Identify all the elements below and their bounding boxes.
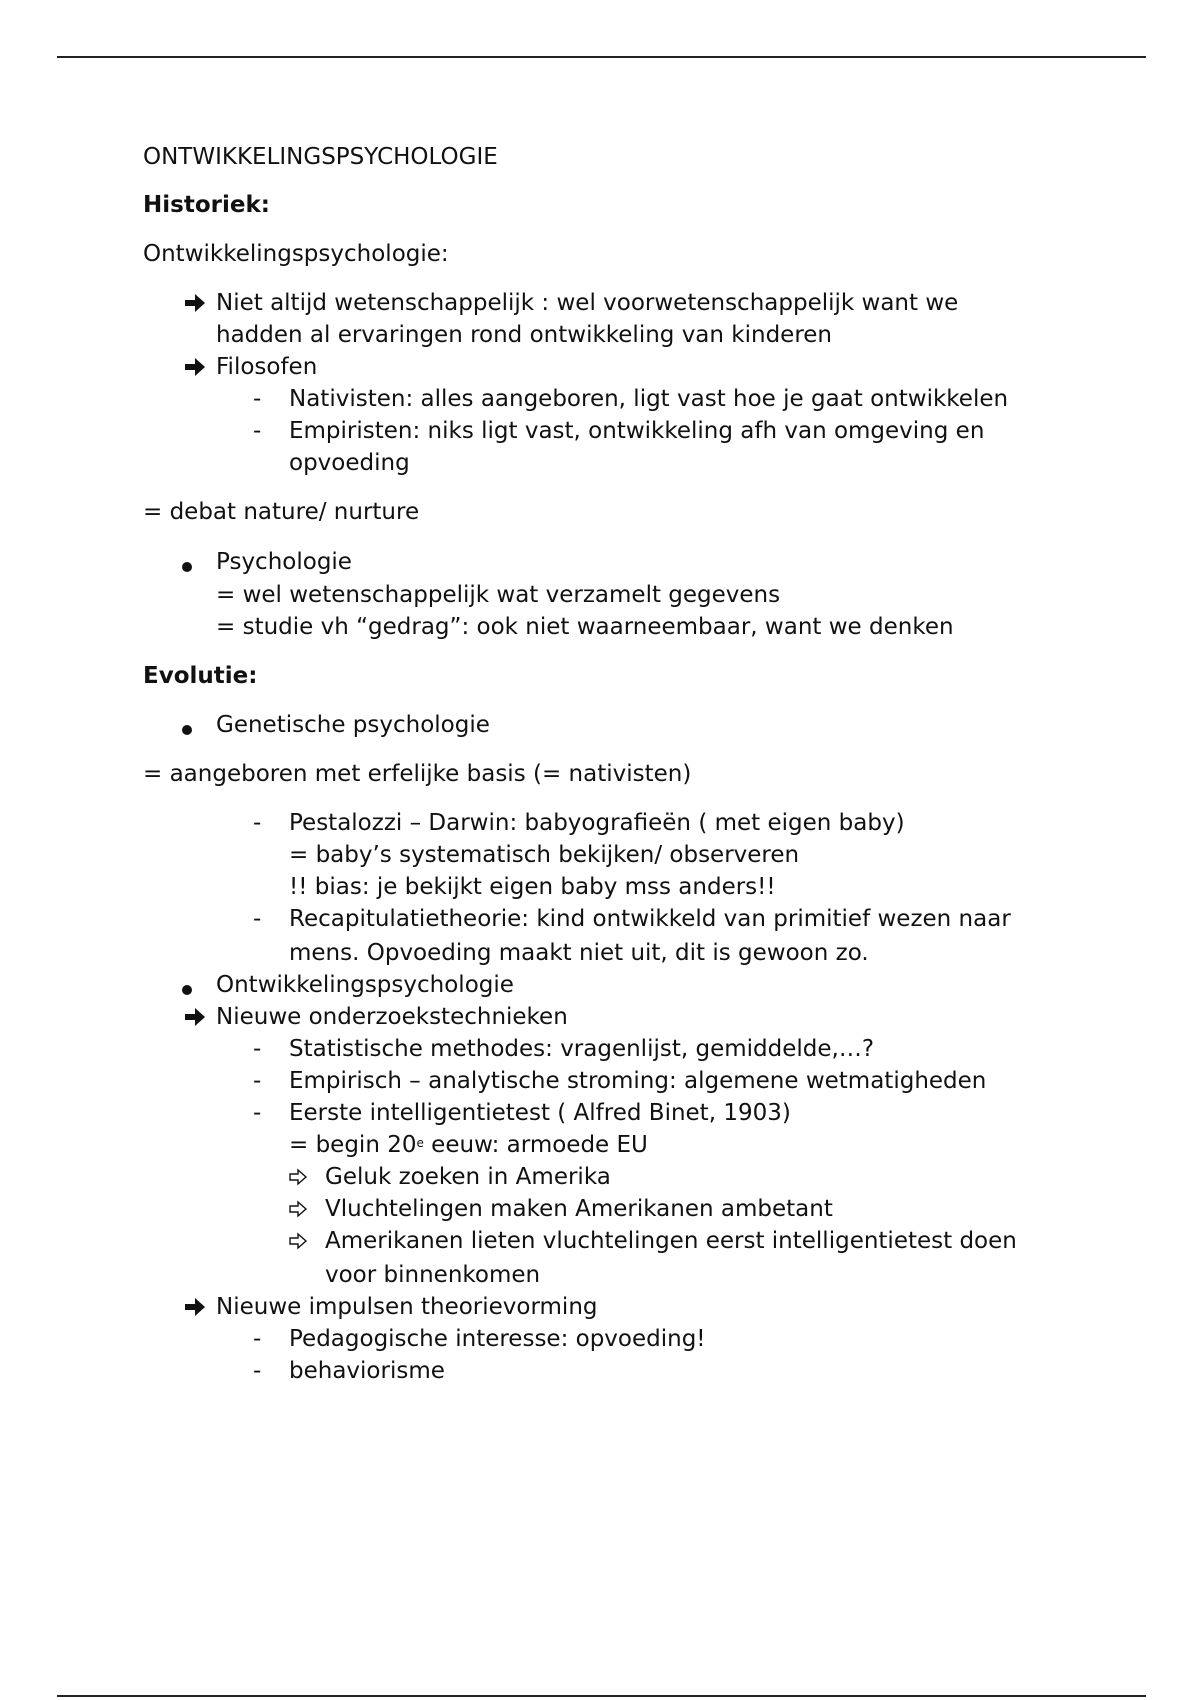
list-item-continuation: = begin 20e eeuw: armoede EU (289, 1132, 648, 1158)
list-item: Pestalozzi – Darwin: babyografieën ( met eigen baby) (289, 810, 905, 836)
list-item-continuation: voor binnenkomen (325, 1262, 541, 1288)
list-item-continuation: !! bias: je bekijkt eigen baby mss anders!! (289, 874, 776, 900)
arrow-right-icon (182, 1292, 208, 1330)
dash-marker: - (253, 810, 262, 836)
list-item-continuation: = studie vh “gedrag”: ook niet waarneembaar, want we denken (216, 614, 954, 640)
list-item: Geluk zoeken in Amerika (325, 1164, 611, 1190)
list-item: Nativisten: alles aangeboren, ligt vast hoe je gaat ontwikkelen (289, 386, 1009, 412)
list-item: Pedagogische interesse: opvoeding! (289, 1326, 706, 1352)
dash-marker: - (253, 1358, 262, 1384)
bullet-icon (182, 713, 192, 743)
list-item: Niet altijd wetenschappelijk : wel voorwetenschappelijk want we (216, 290, 959, 316)
intro-label: Ontwikkelingspsychologie: (143, 241, 449, 267)
list-item: Statistische methodes: vragenlijst, gemiddelde,…? (289, 1036, 875, 1062)
list-item: Ontwikkelingspsychologie (216, 972, 514, 998)
dash-marker: - (253, 1100, 262, 1126)
arrow-right-icon (182, 352, 208, 390)
dash-marker: - (253, 1326, 262, 1352)
list-item: Amerikanen lieten vluchtelingen eerst intelligentietest doen (325, 1228, 1017, 1254)
top-rule (57, 56, 1146, 58)
list-item: Recapitulatietheorie: kind ontwikkeld van primitief wezen naar (289, 906, 1011, 932)
dash-marker: - (253, 1068, 262, 1094)
list-item: Filosofen (216, 354, 318, 380)
superscript: e (416, 1136, 424, 1150)
list-item-continuation: mens. Opvoeding maakt niet uit, dit is gewoon zo. (289, 940, 869, 966)
dash-marker: - (253, 418, 262, 444)
list-item-continuation: opvoeding (289, 450, 410, 476)
list-item: Nieuwe impulsen theorievorming (216, 1294, 598, 1320)
list-item: Empiristen: niks ligt vast, ontwikkeling afh van omgeving en (289, 418, 985, 444)
heading-historiek: Historiek: (143, 192, 270, 218)
bullet-icon (182, 973, 192, 1003)
dash-marker: - (253, 906, 262, 932)
paragraph: = debat nature/ nurture (143, 499, 420, 525)
hollow-arrow-right-icon (287, 1226, 311, 1264)
list-item-continuation: = wel wetenschappelijk wat verzamelt gegevens (216, 582, 781, 608)
dash-marker: - (253, 386, 262, 412)
list-item-continuation: = baby’s systematisch bekijken/ observeren (289, 842, 800, 868)
list-item: Empirisch – analytische stroming: algemene wetmatigheden (289, 1068, 987, 1094)
arrow-right-icon (182, 288, 208, 326)
list-item-continuation: hadden al ervaringen rond ontwikkeling van kinderen (216, 322, 833, 348)
document-title: ONTWIKKELINGSPSYCHOLOGIE (143, 144, 498, 170)
dash-marker: - (253, 1036, 262, 1062)
list-item: Vluchtelingen maken Amerikanen ambetant (325, 1196, 833, 1222)
arrow-right-icon (182, 1002, 208, 1040)
bullet-icon (182, 550, 192, 580)
bottom-rule (57, 1695, 1146, 1697)
list-item: Nieuwe onderzoekstechnieken (216, 1004, 568, 1030)
paragraph: = aangeboren met erfelijke basis (= nativisten) (143, 761, 692, 787)
list-item: Genetische psychologie (216, 712, 490, 738)
list-item: Eerste intelligentietest ( Alfred Binet, 1903) (289, 1100, 791, 1126)
heading-evolutie: Evolutie: (143, 663, 258, 689)
list-item: Psychologie (216, 549, 352, 575)
list-item: behaviorisme (289, 1358, 445, 1384)
